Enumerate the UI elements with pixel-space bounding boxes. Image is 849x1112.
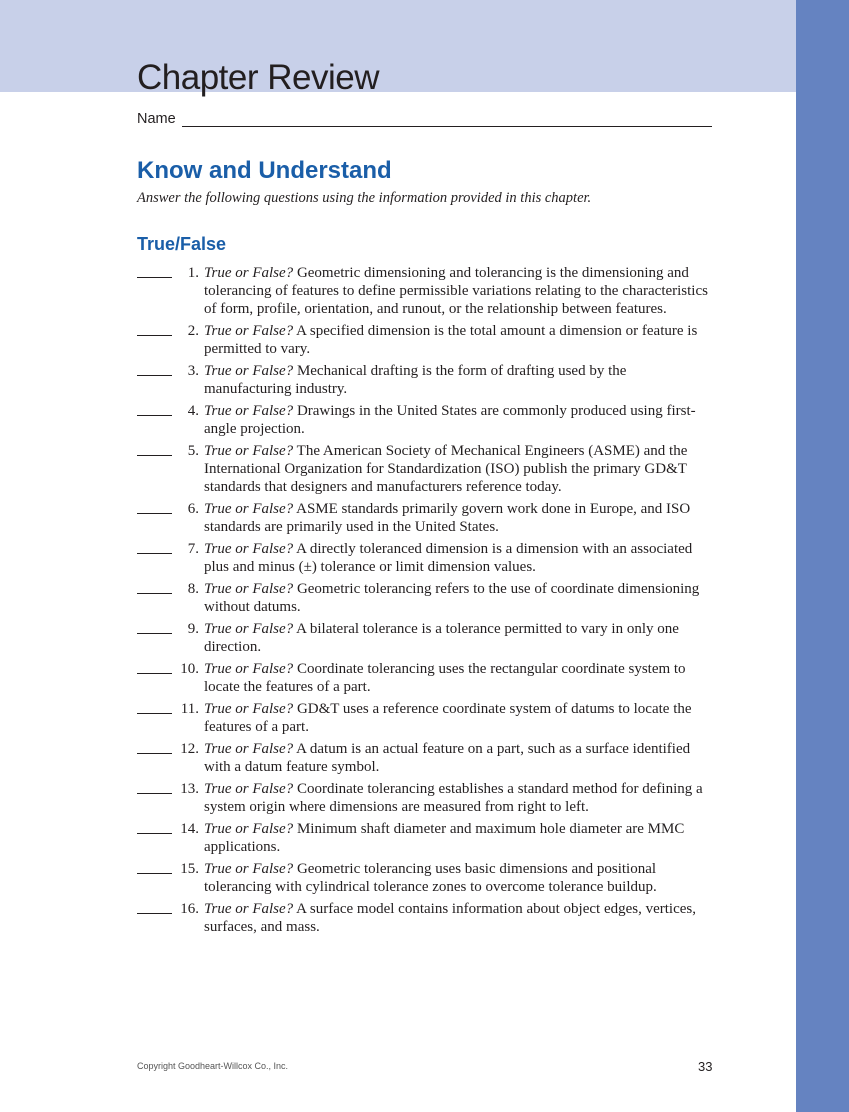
question-number: 10. (180, 661, 199, 677)
question-body: Coordinate tolerancing establishes a standard method for defining a system origin where dimensions are measured from right to left. (204, 781, 703, 815)
question-item (137, 860, 717, 896)
question-item (137, 740, 717, 776)
question-text (204, 442, 717, 496)
question-prefix: True or False? (204, 621, 294, 637)
question-body: Coordinate tolerancing uses the rectangular coordinate system to locate the features of a part. (204, 661, 686, 695)
question-number: 3. (187, 363, 199, 379)
question-body: ASME standards primarily govern work done in Europe, and ISO standards are primarily used in the United States. (204, 501, 691, 535)
question-item (137, 402, 717, 438)
question-number: 1. (187, 265, 199, 281)
question-number: 5. (187, 443, 199, 459)
question-text (204, 860, 717, 896)
subsection-heading: True/False (137, 234, 227, 254)
question-prefix: True or False? (204, 323, 294, 339)
name-label: Name (137, 111, 176, 127)
question-text (204, 740, 717, 776)
question-number: 14. (180, 821, 199, 837)
question-prefix: True or False? (204, 861, 294, 877)
answer-blank[interactable] (137, 780, 172, 794)
answer-blank[interactable] (137, 860, 172, 874)
answer-blank[interactable] (137, 620, 172, 634)
question-prefix: True or False? (204, 363, 294, 379)
question-item (137, 620, 717, 656)
question-item (137, 700, 717, 736)
question-text (204, 264, 717, 318)
question-body: Geometric tolerancing refers to the use of coordinate dimensioning without datums. (204, 581, 700, 615)
question-text (204, 580, 717, 616)
question-body: A directly toleranced dimension is a dimension with an associated plus and minus (±) tolerance or limit dimension values. (204, 541, 693, 575)
question-number: 4. (187, 403, 199, 419)
question-number: 7. (187, 541, 199, 557)
question-body: A surface model contains information about object edges, vertices, surfaces, and mass. (204, 901, 696, 935)
question-text (204, 500, 717, 536)
question-item (137, 820, 717, 856)
question-body: Geometric tolerancing uses basic dimensions and positional tolerancing with cylindrical tolerance zones to overcome tolerance buildup. (204, 861, 657, 895)
question-prefix: True or False? (204, 661, 294, 677)
question-text (204, 620, 717, 656)
question-item (137, 580, 717, 616)
question-item (137, 780, 717, 816)
name-blank-line[interactable] (182, 112, 712, 127)
question-prefix: True or False? (204, 741, 294, 757)
answer-blank[interactable] (137, 500, 172, 514)
question-prefix: True or False? (204, 501, 294, 517)
question-prefix: True or False? (204, 701, 294, 717)
question-item (137, 322, 717, 358)
question-number: 9. (187, 621, 199, 637)
question-list (137, 264, 717, 940)
question-prefix: True or False? (204, 581, 294, 597)
question-item (137, 442, 717, 496)
question-body: The American Society of Mechanical Engineers (ASME) and the International Organization for Standardization (ISO) publish the primary GD&T standards that designers and manufacturers reference today. (204, 443, 688, 495)
answer-blank[interactable] (137, 540, 172, 554)
question-number: 11. (180, 701, 199, 717)
answer-blank[interactable] (137, 740, 172, 754)
answer-blank[interactable] (137, 362, 172, 376)
section-intro: Answer the following questions using the information provided in this chapter. (137, 190, 592, 206)
answer-blank[interactable] (137, 700, 172, 714)
question-number: 15. (180, 861, 199, 877)
question-text (204, 900, 717, 936)
question-item (137, 500, 717, 536)
question-prefix: True or False? (204, 265, 294, 281)
question-number: 8. (187, 581, 199, 597)
answer-blank[interactable] (137, 402, 172, 416)
question-item (137, 900, 717, 936)
question-body: A bilateral tolerance is a tolerance permitted to vary in only one direction. (204, 621, 679, 655)
question-item (137, 660, 717, 696)
question-text (204, 700, 717, 736)
question-prefix: True or False? (204, 443, 294, 459)
question-body: GD&T uses a reference coordinate system of datums to locate the features of a part. (204, 701, 692, 735)
answer-blank[interactable] (137, 580, 172, 594)
page-title: Chapter Review (137, 58, 379, 97)
question-number: 13. (180, 781, 199, 797)
question-text (204, 322, 717, 358)
answer-blank[interactable] (137, 820, 172, 834)
name-field[interactable] (137, 111, 712, 127)
question-prefix: True or False? (204, 901, 294, 917)
question-prefix: True or False? (204, 403, 294, 419)
question-number: 6. (187, 501, 199, 517)
header-band (0, 0, 796, 92)
answer-blank[interactable] (137, 322, 172, 336)
question-item (137, 264, 717, 318)
question-body: Geometric dimensioning and tolerancing is the dimensioning and tolerancing of features to define permissible variations relating to the characteristics of form, profile, orientation, and runout, or the relationship between features. (204, 265, 708, 317)
question-text (204, 540, 717, 576)
question-prefix: True or False? (204, 821, 294, 837)
question-item (137, 362, 717, 398)
question-body: Drawings in the United States are commonly produced using first-angle projection. (204, 403, 696, 437)
question-prefix: True or False? (204, 781, 294, 797)
question-text (204, 660, 717, 696)
answer-blank[interactable] (137, 660, 172, 674)
question-text (204, 362, 717, 398)
page-edge-bar (796, 0, 849, 1112)
question-text (204, 780, 717, 816)
question-body: Mechanical drafting is the form of drafting used by the manufacturing industry. (204, 363, 627, 397)
answer-blank[interactable] (137, 264, 172, 278)
section-heading: Know and Understand (137, 157, 392, 184)
question-number: 16. (180, 901, 199, 917)
question-number: 2. (187, 323, 199, 339)
question-text (204, 820, 717, 856)
question-prefix: True or False? (204, 541, 294, 557)
answer-blank[interactable] (137, 900, 172, 914)
question-text (204, 402, 717, 438)
question-number: 12. (180, 741, 199, 757)
question-body: A specified dimension is the total amount a dimension or feature is permitted to vary. (204, 323, 698, 357)
copyright: Copyright Goodheart-Willcox Co., Inc. (137, 1061, 289, 1071)
page-number: 33 (698, 1059, 713, 1074)
answer-blank[interactable] (137, 442, 172, 456)
question-body: A datum is an actual feature on a part, such as a surface identified with a datum feature symbol. (204, 741, 691, 775)
question-item (137, 540, 717, 576)
question-body: Minimum shaft diameter and maximum hole diameter are MMC applications. (204, 821, 685, 855)
